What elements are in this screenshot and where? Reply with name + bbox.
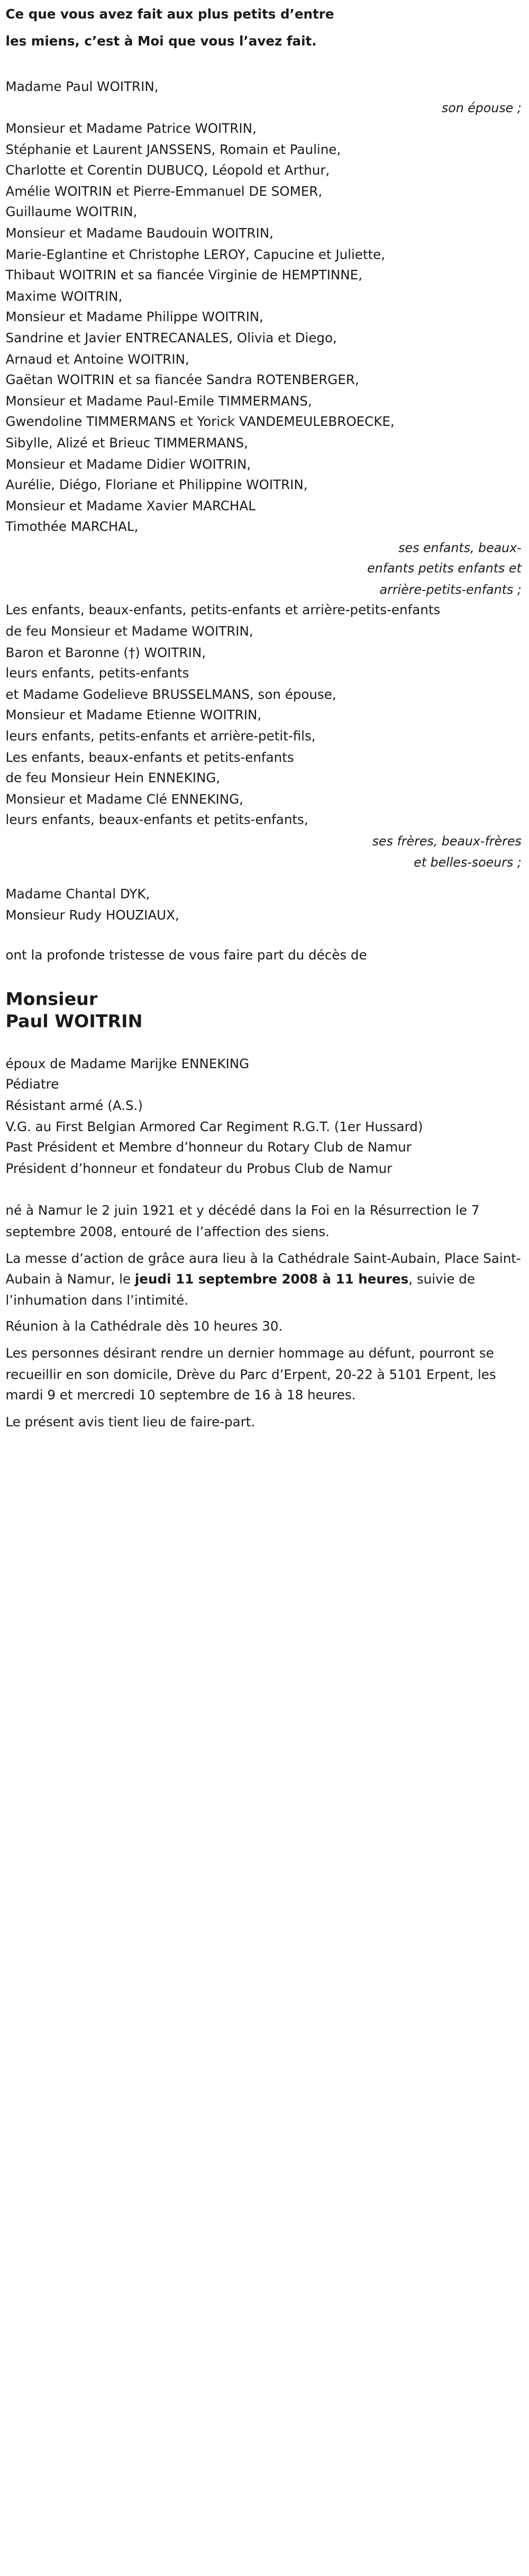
family-line: Monsieur et Madame Philippe WOITRIN,: [5, 310, 263, 325]
birth-death-paragraph: né à Namur le 2 juin 1921 et y décédé dans la Foi en la Résurrection le 7 septembre 2008, entouré de l’affection des siens.: [5, 1204, 480, 1240]
mass-datetime: jeudi 11 septembre 2008 à 11 heures: [134, 1272, 409, 1288]
family-line: Monsieur et Madame Etienne WOITRIN,: [5, 708, 262, 724]
family-line: Gwendoline TIMMERMANS et Yorick VANDEMEULEBROECKE,: [5, 415, 395, 430]
family-line: leurs enfants, beaux-enfants et petits-enfants,: [5, 813, 308, 829]
family-line: Timothée MARCHAL,: [5, 520, 139, 535]
mass-paragraph: [6, 1249, 522, 1312]
title-line: Past Président et Membre d’honneur du Rotary Club de Namur: [5, 1140, 412, 1156]
siblings-relation: ses frères, beaux-frères et belles-soeurs ;: [372, 834, 522, 870]
closing-paragraph: Le présent avis tient lieu de faire-part.: [5, 1415, 256, 1430]
family-line: Les enfants, beaux-enfants, petits-enfants et arrière-petits-enfants: [5, 603, 441, 618]
family-line: Monsieur Rudy HOUZIAUX,: [5, 908, 179, 923]
mass-text: La messe d’action de grâce aura lieu à la Cathédrale Saint-Aubain, Place Saint-Aubain à Namur, le: [5, 1251, 521, 1288]
family-line: Baron et Baronne (†) WOITRIN,: [5, 645, 206, 661]
family-line: Gaëtan WOITRIN et sa fiancée Sandra ROTENBERGER,: [5, 373, 359, 388]
deceased-name: Paul WOITRIN: [5, 1011, 143, 1032]
family-line: Monsieur et Madame Paul-Emile TIMMERMANS,: [5, 394, 312, 409]
family-line: Maxime WOITRIN,: [5, 289, 123, 305]
spouse-relation: son épouse ;: [441, 101, 522, 116]
title-line: Résistant armé (A.S.): [5, 1098, 143, 1114]
family-line: Marie-Eglantine et Christophe LEROY, Capucine et Juliette,: [5, 247, 386, 262]
family-line: Amélie WOITRIN et Pierre-Emmanuel DE SOMER,: [5, 184, 323, 199]
family-line: Monsieur et Madame Xavier MARCHAL: [5, 499, 256, 514]
family-line: Charlotte et Corentin DUBUCQ, Léopold et Arthur,: [5, 163, 330, 179]
family-line: Monsieur et Madame Clé ENNEKING,: [5, 792, 243, 807]
obituary-notice: [6, 0, 522, 1439]
visitation-paragraph: Les personnes désirant rendre un dernier hommage au défunt, pourront se recueillir en son domicile, Drève du Parc d’Erpent, 20-22 à 5101 Erpent, les mardi 9 et mercredi 10 septembre de 16 à 18 heures.: [5, 1346, 496, 1404]
family-line: Stéphanie et Laurent JANSSENS, Romain et Pauline,: [5, 142, 341, 158]
spouse-section: [6, 77, 522, 119]
quote-line: Ce que vous avez fait aux plus petits d’entre: [5, 7, 334, 23]
deceased-title: Monsieur: [5, 989, 98, 1009]
title-line: V.G. au First Belgian Armored Car Regiment R.G.T. (1er Hussard): [5, 1119, 423, 1135]
title-line: époux de Madame Marijke ENNEKING: [5, 1057, 250, 1072]
others-section: [6, 885, 522, 926]
siblings-section: [6, 601, 522, 873]
children-section: [6, 119, 522, 601]
family-line: Aurélie, Diégo, Floriane et Philippine WOITRIN,: [5, 478, 308, 493]
family-line: Les enfants, beaux-enfants et petits-enfants: [5, 750, 294, 766]
deceased-heading: [6, 988, 522, 1033]
family-line: Monsieur et Madame Didier WOITRIN,: [5, 457, 251, 472]
family-line: de feu Monsieur et Madame WOITRIN,: [5, 624, 253, 640]
meeting-paragraph: Réunion à la Cathédrale dès 10 heures 30.: [5, 1319, 283, 1335]
family-line: Guillaume WOITRIN,: [5, 205, 138, 221]
family-line: leurs enfants, petits-enfants: [5, 666, 189, 681]
announcement-text: ont la profonde tristesse de vous faire part du décès de: [5, 948, 367, 963]
family-line: Thibaut WOITRIN et sa fiancée Virginie de HEMPTINNE,: [5, 268, 362, 284]
mass-text-end: , suivie de l’inhumation dans l’intimité.: [5, 1272, 475, 1308]
spouse-name: Madame Paul WOITRIN,: [5, 79, 159, 95]
family-line: Madame Chantal DYK,: [5, 887, 150, 902]
family-line: leurs enfants, petits-enfants et arrière-petit-fils,: [5, 729, 316, 744]
family-line: Sibylle, Alizé et Brieuc TIMMERMANS,: [5, 436, 248, 451]
quote-line: les miens, c’est à Moi que vous l’avez fait.: [5, 34, 317, 49]
title-line: Pédiatre: [5, 1078, 59, 1093]
bible-quote: [6, 2, 522, 56]
titles-section: [6, 1054, 522, 1180]
family-line: Sandrine et Javier ENTRECANALES, Olivia et Diego,: [5, 331, 337, 347]
family-line: Arnaud et Antoine WOITRIN,: [5, 352, 189, 367]
family-line: et Madame Godelieve BRUSSELMANS, son épouse,: [5, 687, 336, 703]
children-relation: ses enfants, beaux-enfants petits enfants et arrière-petits-enfants ;: [367, 541, 522, 598]
family-line: Monsieur et Madame Patrice WOITRIN,: [5, 121, 257, 137]
family-line: de feu Monsieur Hein ENNEKING,: [5, 771, 221, 787]
family-line: Monsieur et Madame Baudouin WOITRIN,: [5, 226, 273, 242]
title-line: Président d’honneur et fondateur du Probus Club de Namur: [5, 1161, 393, 1177]
